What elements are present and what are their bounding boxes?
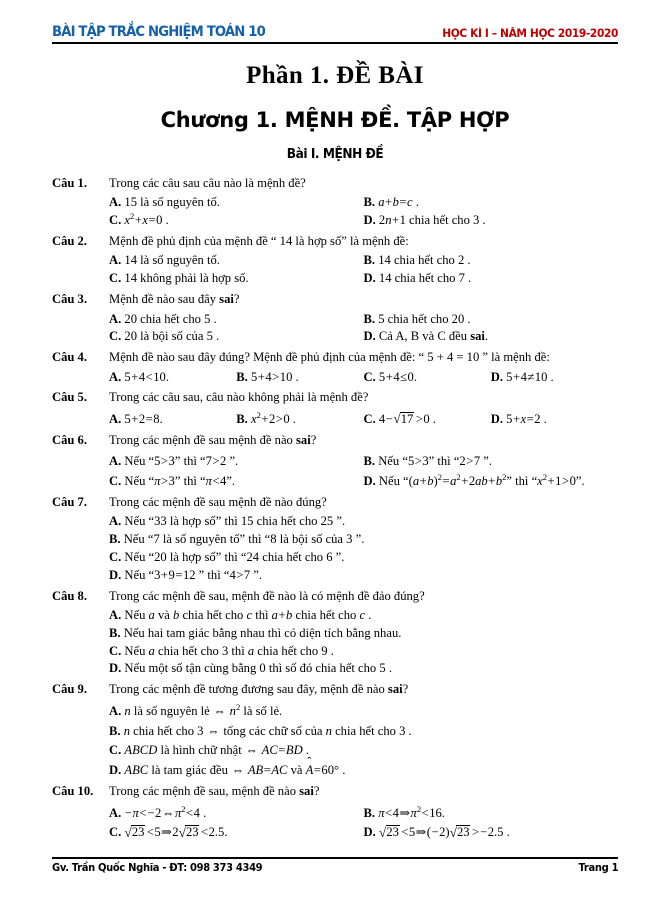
question-body (109, 495, 618, 583)
option-d[interactable]: D. Cả A, B và C đều sai. (363, 329, 489, 344)
option-b[interactable]: B. 5 chia hết cho 20 . (363, 311, 471, 326)
question-stem: Trong các mệnh đề sau, mệnh đề nào sai? (109, 784, 320, 799)
page-title-part: Phần 1. ĐỀ BÀI (246, 62, 424, 89)
question-item (52, 390, 618, 427)
option-c[interactable]: C. $x^2+x=0$ . (109, 211, 169, 228)
option-c[interactable]: C. ABCD là hình chữ nhật ⇔ AC=BD . (109, 743, 309, 758)
option-group (109, 801, 618, 841)
question-number: Câu 3. (52, 292, 87, 307)
option-c[interactable]: C. Nếu “20 là hợp số” thì “24 chia hết cho 6 ”. (109, 549, 345, 564)
page-header (52, 0, 618, 44)
page-title-chapter: Chương 1. MỆNH ĐỀ. TẬP HỢP (160, 108, 510, 132)
question-body (109, 176, 618, 229)
question-stem: Mệnh đề nào sau đây sai? (109, 292, 240, 307)
question-item (52, 176, 618, 229)
option-b[interactable]: B. a+b=c . (363, 195, 419, 210)
option-c[interactable]: C. 14 không phải là hợp số. (109, 271, 249, 286)
option-d[interactable]: D. Nếu “3+9=12 ” thì “4>7 ”. (109, 567, 263, 582)
option-b[interactable]: B. 5+4>10 . (236, 369, 299, 384)
question-body (109, 589, 618, 677)
question-number: Câu 6. (52, 432, 87, 447)
option-a[interactable]: A. 14 là số nguyên tố. (109, 253, 220, 268)
option-d[interactable]: D. ABC là tam giác đều ⇔ AB=AC và ˆ A=60° . (109, 763, 618, 778)
question-item (52, 350, 618, 385)
question-number: Câu 8. (52, 588, 87, 603)
question-number: Câu 10. (52, 784, 94, 799)
option-b[interactable]: B. Nếu “7 là số nguyên tố” thì “8 là bội số của 3 ”. (109, 531, 365, 546)
option-group (109, 193, 618, 229)
page-title-lesson: Bài I. MỆNH ĐỀ (286, 146, 384, 162)
header-semester-label: HỌC KÌ I – NĂM HỌC 2019-2020 (442, 27, 618, 40)
option-c[interactable]: C. 20 là bội số của 5 . (109, 329, 220, 344)
question-number: Câu 4. (52, 350, 87, 365)
question-body (109, 350, 618, 385)
option-c[interactable]: C. Nếu a chia hết cho 3 thì a chia hết cho 9 . (109, 643, 334, 658)
option-b[interactable]: B. Nếu “5>3” thì “2>7 ”. (363, 454, 493, 469)
option-d[interactable]: D. Nếu “$(a+b)^2=a^2+2ab+b^2$” thì “$x^2+1>0$”. (363, 472, 585, 488)
option-d[interactable]: D. Nếu một số tận cùng bằng 0 thì số đó chia hết cho 5 . (109, 661, 392, 676)
option-a[interactable]: A. Nếu “5>3” thì “7>2 ”. (109, 454, 239, 469)
option-group (109, 309, 618, 345)
question-stem: Trong các mệnh đề sau mệnh đề nào đúng? (109, 494, 327, 509)
option-a[interactable]: A. 15 là số nguyên tố. (109, 195, 220, 210)
option-a[interactable]: A. 5+4<10. (109, 369, 169, 384)
question-stem: Trong các câu sau, câu nào không phải là mệnh đề? (109, 390, 369, 405)
footer-page-number: Trang 1 (578, 862, 618, 874)
option-a[interactable]: A. Nếu “33 là hợp số” thì 15 chia hết cho 25 ”. (109, 514, 346, 529)
question-stem: Mệnh đề phủ định của mệnh đề “ 14 là hợp số” là mệnh đề: (109, 234, 409, 249)
question-item (52, 433, 618, 490)
option-d[interactable]: D. 5+4≠10 . (490, 369, 554, 384)
question-item (52, 234, 618, 287)
option-group (109, 407, 618, 427)
option-a[interactable]: A. 5+2=8. (109, 411, 163, 426)
question-number: Câu 7. (52, 494, 87, 509)
footer-author: Gv. Trần Quốc Nghĩa - ĐT: 098 373 4349 (52, 862, 263, 874)
header-book-title: BÀI TẬP TRẮC NGHIỆM TOÁN 10 (52, 24, 265, 40)
question-number: Câu 2. (52, 234, 87, 249)
question-body (109, 390, 618, 427)
option-b[interactable]: B. n chia hết cho 3 ⇔ tổng các chữ số của n chia hết cho 3 . (109, 723, 412, 738)
question-item (52, 589, 618, 677)
option-group (109, 450, 618, 490)
option-c[interactable]: C. 5+4≤0. (363, 369, 417, 384)
option-c[interactable]: C. 4− √ 17 >0 . (364, 412, 491, 427)
page-footer (52, 857, 618, 874)
question-item (52, 292, 618, 345)
option-b[interactable]: B. $x^2+2>0$ . (236, 410, 296, 426)
question-body (109, 234, 618, 287)
question-number: Câu 9. (52, 682, 87, 697)
question-item (52, 495, 618, 583)
question-stem: Mệnh đề nào sau đây đúng? Mệnh đề phủ định của mệnh đề: “ 5 + 4 = 10 ” là mệnh đề: (109, 350, 550, 365)
option-group (109, 251, 618, 287)
option-group (109, 699, 618, 778)
option-c[interactable]: C. √ 23 <5⇒2 √ 23 <2.5. (109, 825, 364, 840)
option-a[interactable]: A. Nếu a và b chia hết cho c thì a+b chia hết cho c . (109, 607, 372, 622)
question-body (109, 784, 618, 841)
option-b[interactable]: B. 14 chia hết cho 2 . (363, 253, 471, 268)
option-b[interactable]: B. $\pi<4\Rightarrow\pi^2<16$. (363, 803, 445, 820)
question-body (109, 433, 618, 490)
option-a[interactable]: A. n là số nguyên lẻ ⇔ $n^2$ là số lẻ. (109, 701, 283, 718)
question-body (109, 682, 618, 778)
option-group (109, 367, 618, 385)
question-stem: Trong các mệnh đề tương đương sau đây, mệnh đề nào sai? (109, 682, 409, 697)
question-number: Câu 5. (52, 390, 87, 405)
option-d[interactable]: D. √ 23 <5⇒(−2) √ 23 >−2.5 . (364, 825, 619, 840)
option-d[interactable]: D. 14 chia hết cho 7 . (363, 271, 472, 286)
option-group (109, 512, 618, 583)
option-a[interactable]: A. $-\pi<-2\Leftrightarrow\pi^2<4$ . (109, 803, 207, 820)
option-group (109, 605, 618, 676)
question-body (109, 292, 618, 345)
question-stem: Trong các câu sau câu nào là mệnh đề? (109, 176, 306, 190)
question-item (52, 784, 618, 841)
question-list (52, 176, 618, 841)
question-number: Câu 1. (52, 176, 87, 190)
option-a[interactable]: A. 20 chia hết cho 5 . (109, 311, 217, 326)
option-d[interactable]: D. 5+x=2 . (490, 411, 547, 426)
question-item (52, 682, 618, 778)
option-d[interactable]: D. 2n+1 chia hết cho 3 . (363, 213, 486, 228)
option-c[interactable]: C. Nếu “π>3” thì “π<4”. (109, 473, 236, 488)
option-b[interactable]: B. Nếu hai tam giác bằng nhau thì có diện tích bằng nhau. (109, 625, 402, 640)
question-stem: Trong các mệnh đề sau mệnh đề nào sai? (109, 432, 317, 447)
question-stem: Trong các mệnh đề sau, mệnh đề nào là có mệnh đề đảo đúng? (109, 588, 425, 603)
